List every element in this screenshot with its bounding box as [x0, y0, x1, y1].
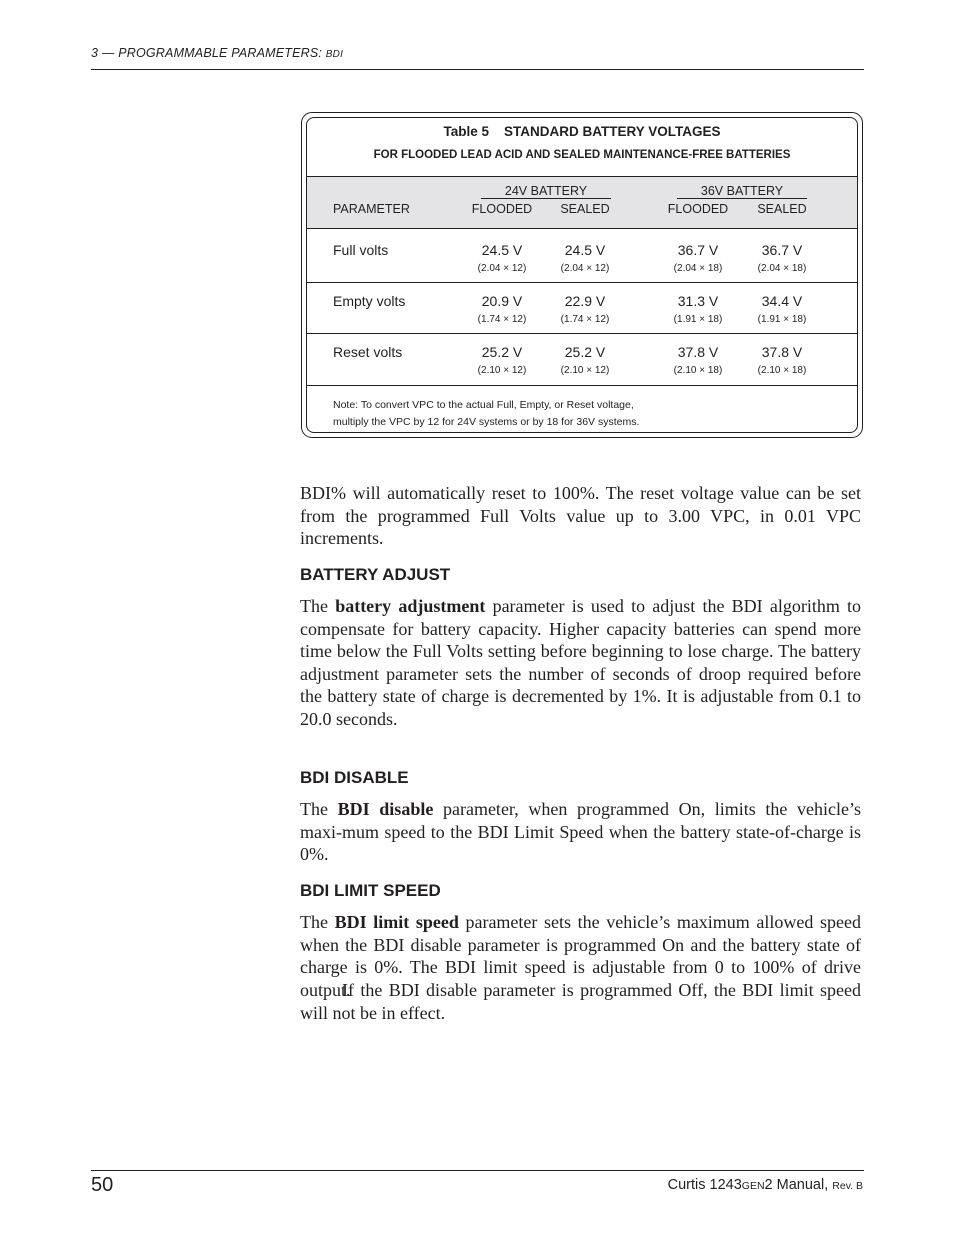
cell-formula: (1.74 × 12) — [560, 314, 610, 325]
column-header-36v-sealed: SEALED — [757, 202, 807, 216]
row-divider — [307, 385, 857, 386]
row-label-reset-volts: Reset volts — [333, 344, 403, 360]
manual-name: Curtis 1243 — [667, 1177, 742, 1193]
paragraph-text: parameter sets the vehicle’s maximum allowed speed when the BDI disable parameter is programmed On and the battery state of charge is 0%. The BDI limit speed is adjustable from 0 to 100% of drive output. — [300, 912, 862, 1000]
cell-value: 37.8 V — [677, 344, 719, 360]
table-note-line-1: Note: To convert VPC to the actual Full, Empty, or Reset voltage, — [333, 399, 634, 411]
header-rule — [91, 69, 864, 70]
cell-formula: (2.04 × 12) — [560, 263, 610, 274]
footer-rule — [91, 1170, 864, 1171]
cell-formula: (2.04 × 12) — [477, 263, 527, 274]
heading-battery-adjust: BATTERY ADJUST — [300, 565, 451, 584]
bdi-disable-paragraph — [300, 798, 861, 866]
column-header-36v-flooded: FLOODED — [667, 202, 729, 216]
manual-name-suffix: 2 Manual, — [764, 1177, 829, 1193]
manual-title — [668, 1177, 863, 1193]
row-label-empty-volts: Empty volts — [333, 293, 406, 309]
table-note-line-2: multiply the VPC by 12 for 24V systems or by 18 for 36V systems. — [333, 416, 640, 428]
cell-value: 36.7 V — [761, 242, 803, 258]
battery-adjust-paragraph — [300, 595, 861, 731]
paragraph-text: parameter is used to adjust the BDI algorithm to compensate for battery capacity. Higher capacity batteries can spend more time below the Full Volts setting before beginning to lose charge. The battery adjustment parameter sets the number of seconds of droop required before the battery state of charge is decremented by 1%. It is adjustable from 0.1 to 20.0 seconds. — [300, 596, 862, 729]
term-bdi-disable: BDI disable — [337, 799, 434, 819]
battery-voltage-table — [306, 117, 858, 433]
cell-formula: (2.10 × 12) — [477, 365, 527, 376]
cell-value: 34.4 V — [761, 293, 803, 309]
paragraph-lead: The — [300, 799, 338, 819]
running-head-section: BDI — [325, 49, 344, 60]
cell-value: 24.5 V — [564, 242, 606, 258]
paragraph-lead: The — [300, 596, 336, 616]
cell-value: 31.3 V — [677, 293, 719, 309]
row-label-full-volts: Full volts — [333, 242, 389, 258]
column-header-24v-sealed: SEALED — [560, 202, 610, 216]
group-header-36v: 36V BATTERY — [677, 184, 807, 199]
term-battery-adjustment: battery adjustment — [335, 596, 486, 616]
group-header-24v: 24V BATTERY — [481, 184, 611, 199]
term-bdi-limit-speed: BDI limit speed — [334, 912, 459, 932]
running-head — [91, 46, 343, 60]
cell-formula: (2.04 × 18) — [757, 263, 807, 274]
cell-formula: (2.10 × 18) — [673, 365, 723, 376]
cell-formula: (1.74 × 12) — [477, 314, 527, 325]
intro-paragraph: BDI% will automatically reset to 100%. The reset voltage value can be set from the programmed Full Volts value up to 3.00 VPC, in 0.01 VPC increments. — [300, 483, 861, 549]
cell-value: 37.8 V — [761, 344, 803, 360]
column-header-parameter: PARAMETER — [333, 202, 410, 216]
cell-value: 24.5 V — [481, 242, 523, 258]
cell-value: 20.9 V — [481, 293, 523, 309]
column-header-24v-flooded: FLOODED — [471, 202, 533, 216]
cell-value: 25.2 V — [564, 344, 606, 360]
running-head-chapter: 3 — PROGRAMMABLE PARAMETERS: — [91, 46, 323, 60]
page-number: 50 — [91, 1174, 114, 1196]
table-title: Table 5 STANDARD BATTERY VOLTAGES — [443, 124, 721, 139]
manual-revision: Rev. B — [832, 1180, 863, 1192]
manual-gen: GEN — [741, 1180, 765, 1192]
table-header-band — [307, 176, 857, 229]
cell-formula: (2.04 × 18) — [673, 263, 723, 274]
row-divider — [307, 333, 857, 334]
paragraph-text: parameter, when programmed On, limits the vehicle’s maxi-mum speed to the BDI Limit Speed when the battery state-of-charge is 0%. — [300, 799, 862, 865]
cell-value: 22.9 V — [564, 293, 606, 309]
cell-value: 36.7 V — [677, 242, 719, 258]
heading-bdi-limit-speed: BDI LIMIT SPEED — [300, 881, 441, 900]
paragraph-lead: The — [300, 912, 335, 932]
heading-bdi-disable: BDI DISABLE — [300, 768, 409, 787]
cell-formula: (1.91 × 18) — [757, 314, 807, 325]
table-subtitle: FOR FLOODED LEAD ACID AND SEALED MAINTENANCE-FREE BATTERIES — [373, 149, 791, 161]
bdi-limit-speed-paragraph-2: If the BDI disable parameter is programmed Off, the BDI limit speed will not be in effect. — [300, 980, 861, 1023]
row-divider — [307, 282, 857, 283]
cell-formula: (2.10 × 18) — [757, 365, 807, 376]
cell-formula: (2.10 × 12) — [560, 365, 610, 376]
cell-value: 25.2 V — [481, 344, 523, 360]
cell-formula: (1.91 × 18) — [673, 314, 723, 325]
